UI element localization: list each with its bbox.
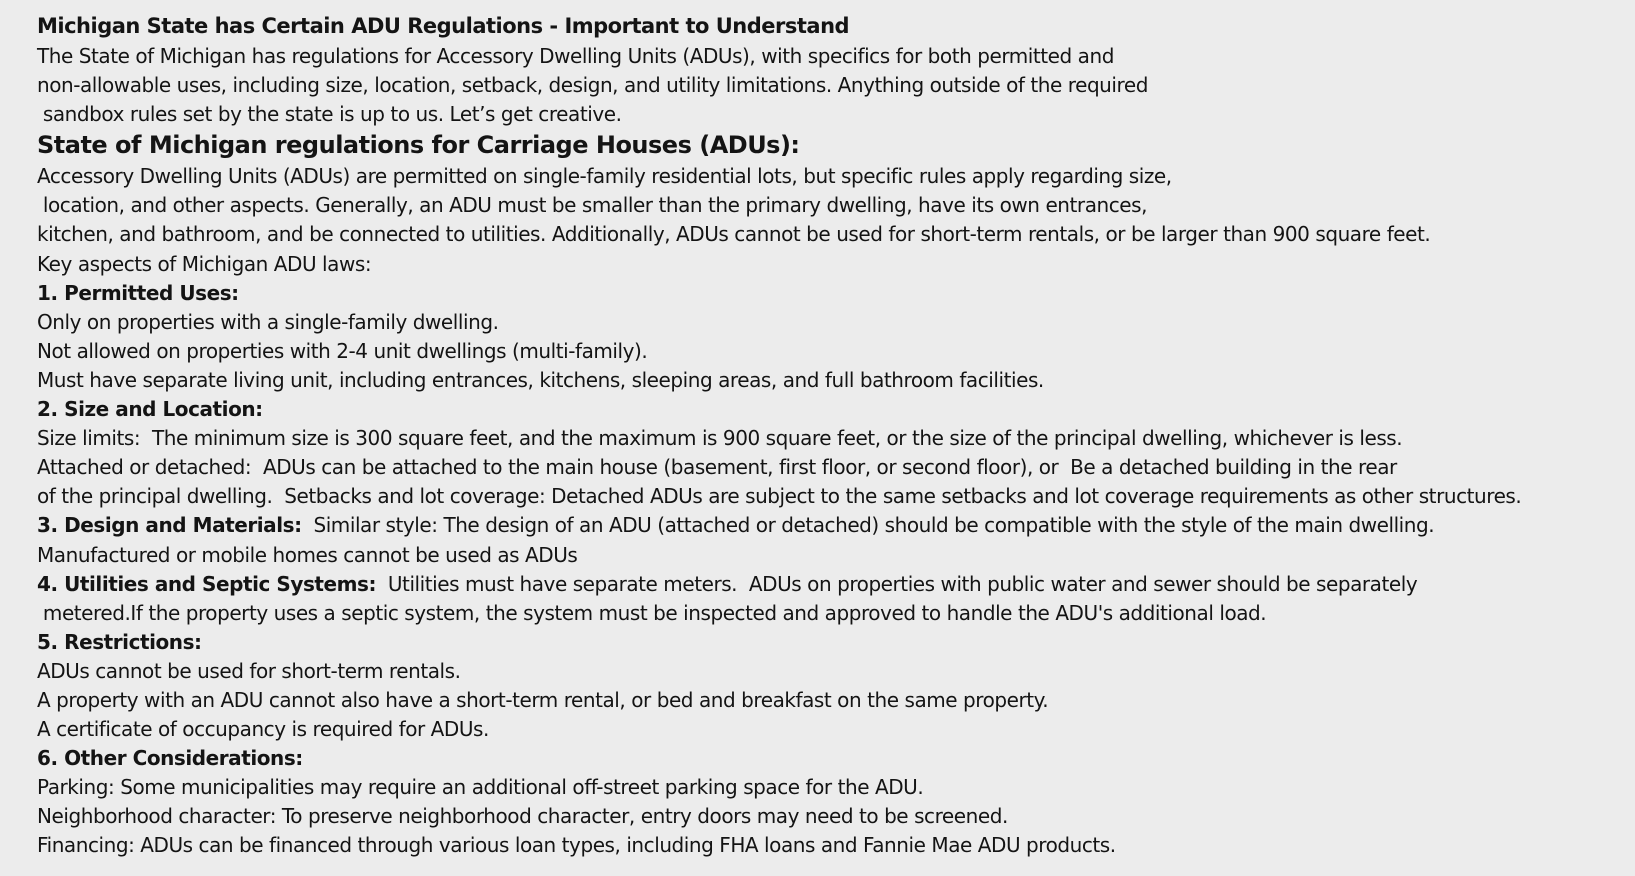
section-line: A certificate of occupancy is required for ADUs. [37, 717, 489, 742]
intro-line: The State of Michigan has regulations for Accessory Dwelling Units (ADUs), with specifics for both permitted and [37, 44, 1114, 68]
section-line [37, 511, 1635, 540]
section-heading: 6. Other Considerations: [37, 746, 303, 771]
section-inline-text: Utilities must have separate meters. ADUs on properties with public water and sewer should be separately [376, 571, 1418, 596]
overview-line: Key aspects of Michigan ADU laws: [37, 251, 372, 276]
overview-line: Accessory Dwelling Units (ADUs) are permitted on single-family residential lots, but specific rules apply regarding size, [37, 164, 1172, 189]
section-line: Attached or detached: ADUs can be attached to the main house (basement, first floor, or second floor), or Be a detached building in the rear [37, 455, 1397, 480]
section-line: Manufactured or mobile homes cannot be used as ADUs [37, 542, 578, 567]
section-line: Neighborhood character: To preserve neighborhood character, entry doors may need to be screened. [37, 804, 1008, 829]
section-title: State of Michigan regulations for Carriage Houses (ADUs): [37, 131, 800, 160]
section-line: Financing: ADUs can be financed through various loan types, including FHA loans and Fannie Mae ADU products. [37, 833, 1116, 858]
section-line: metered.If the property uses a septic system, the system must be inspected and approved to handle the ADU's additional load. [37, 600, 1267, 625]
section-line: ADUs cannot be used for short-term rentals. [37, 658, 461, 683]
section-heading: 5. Restrictions: [37, 629, 202, 654]
section-line [37, 570, 1635, 599]
size-location-section [37, 395, 1635, 511]
section-heading: 1. Permitted Uses: [37, 280, 239, 305]
section-line: Parking: Some municipalities may require an additional off-street parking space for the ADU. [37, 775, 924, 800]
section-heading: 3. Design and Materials: [37, 513, 302, 538]
design-materials-section [37, 511, 1635, 569]
section-line: of the principal dwelling. Setbacks and lot coverage: Detached ADUs are subject to the same setbacks and lot coverage requirements as other structures. [37, 484, 1522, 509]
section-heading: 2. Size and Location: [37, 397, 263, 422]
permitted-uses-section [37, 279, 1635, 395]
overview-line: location, and other aspects. Generally, an ADU must be smaller than the primary dwelling, have its own entrances, [37, 193, 1147, 218]
section-line: Size limits: The minimum size is 300 square feet, and the maximum is 900 square feet, or the size of the principal dwelling, whichever is less. [37, 426, 1403, 451]
intro-paragraph [37, 42, 1635, 129]
section-line: Must have separate living unit, including entrances, kitchens, sleeping areas, and full bathroom facilities. [37, 367, 1044, 392]
section-line: Not allowed on properties with 2-4 unit dwellings (multi-family). [37, 338, 648, 363]
utilities-section [37, 570, 1635, 628]
page-title: Michigan State has Certain ADU Regulations - Important to Understand [37, 14, 850, 38]
section-line: Only on properties with a single-family dwelling. [37, 309, 499, 334]
section-line: A property with an ADU cannot also have a short-term rental, or bed and breakfast on the same property. [37, 687, 1049, 712]
intro-line: non-allowable uses, including size, location, setback, design, and utility limitations. Anything outside of the required [37, 73, 1148, 98]
overview-paragraph [37, 162, 1635, 278]
overview-line: kitchen, and bathroom, and be connected to utilities. Additionally, ADUs cannot be used for short-term rentals, or be larger than 900 square feet. [37, 222, 1431, 247]
intro-line: sandbox rules set by the state is up to us. Let’s get creative. [37, 102, 622, 127]
section-inline-text: Similar style: The design of an ADU (attached or detached) should be compatible with the style of the main dwelling. [301, 513, 1435, 538]
section-heading: 4. Utilities and Septic Systems: [37, 571, 377, 596]
restrictions-section [37, 628, 1635, 744]
other-considerations-section [37, 744, 1635, 860]
